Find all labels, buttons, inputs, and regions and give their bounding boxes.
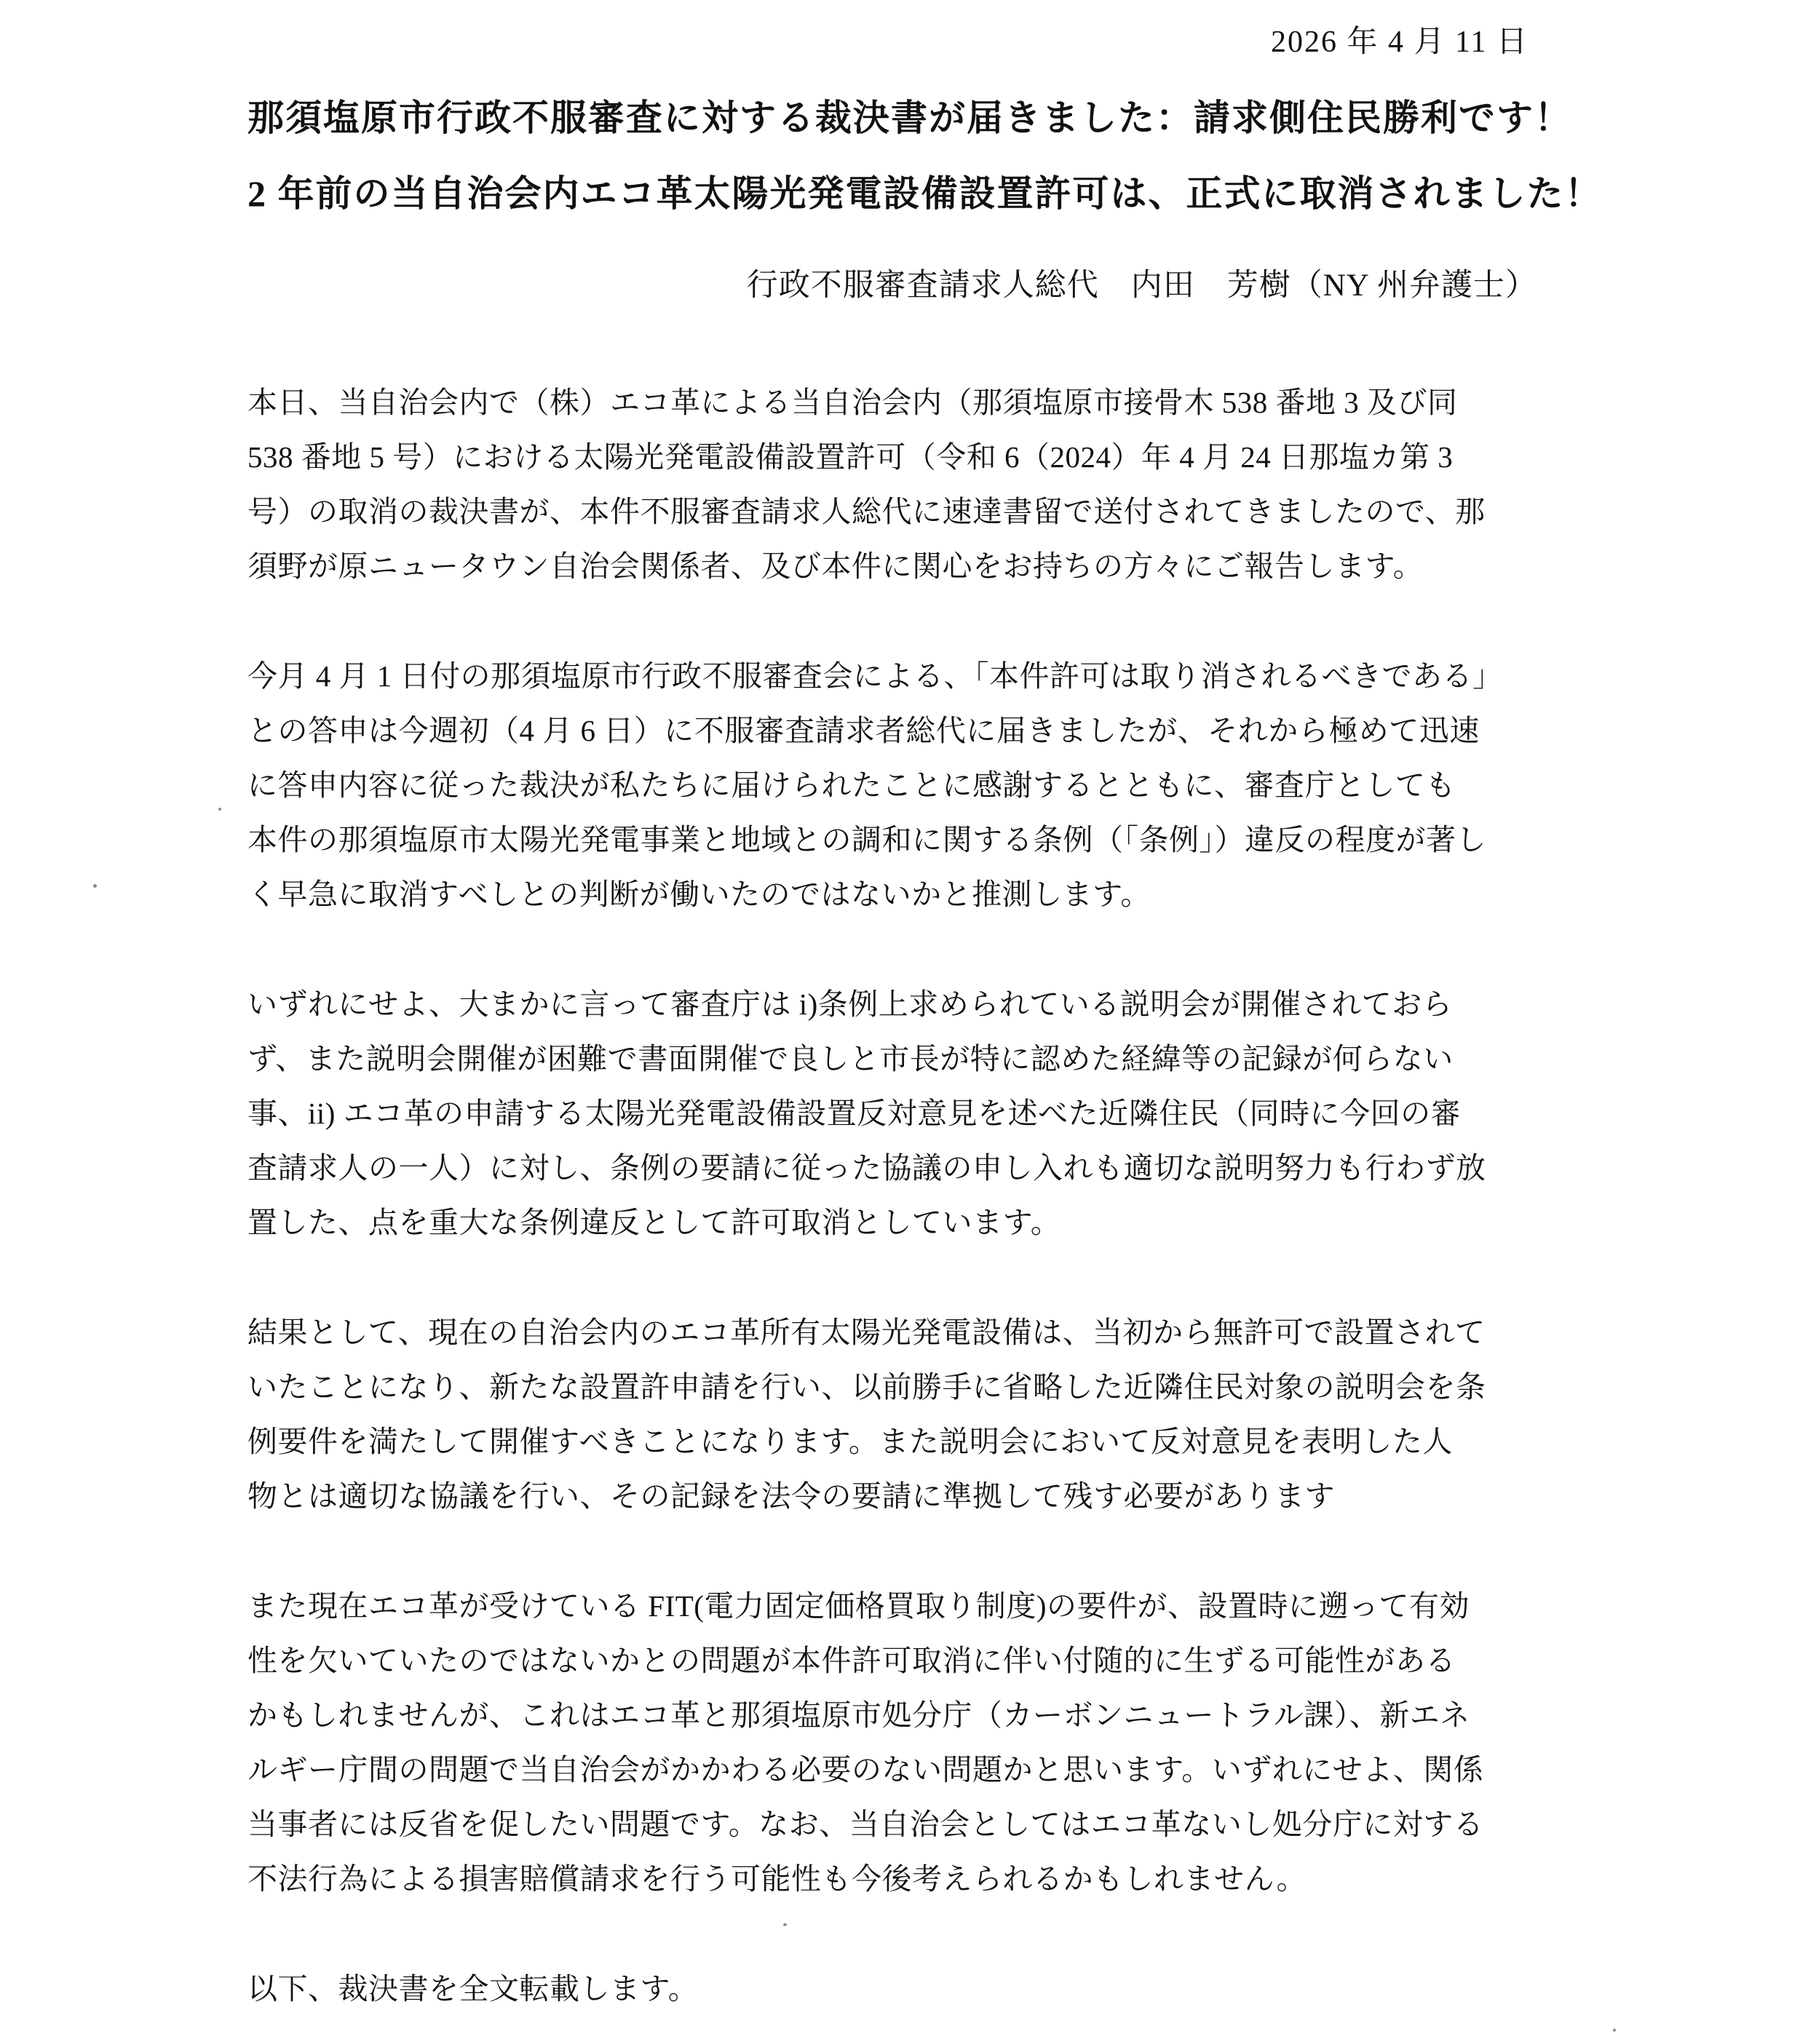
paragraph-line: 今月 4 月 1 日付の那須塩原市行政不服審査会による、「本件許可は取り消されるべきである」	[247, 659, 1503, 693]
paragraph-line: 査請求人の一人）に対し、条例の要請に従った協議の申し入れも適切な説明努力も行わず放	[247, 1151, 1486, 1185]
paragraph-line: 538 番地 5 号）における太陽光発電設備設置許可（令和 6（2024）年 4 月 24 日那塩カ第 3	[247, 440, 1454, 474]
paragraph	[247, 375, 1546, 594]
scan-speck	[218, 808, 221, 811]
body-paragraphs	[247, 375, 1546, 2016]
paragraph-line: 事、ii) エコ革の申請する太陽光発電設備設置反対意見を述べた近隣住民（同時に今回の審	[247, 1097, 1462, 1130]
paragraph-line: 置した、点を重大な条例違反として許可取消としています。	[247, 1206, 1061, 1239]
paragraph	[247, 977, 1546, 1250]
scan-speck	[783, 1923, 787, 1926]
paragraph-line: 号）の取消の裁決書が、本件不服審査請求人総代に速達書留で送付されてきましたので、那	[247, 495, 1486, 528]
paragraph-line: 本日、当自治会内で（株）エコ革による当自治会内（那須塩原市接骨木 538 番地 3 及び同	[247, 386, 1458, 419]
paragraph	[247, 1305, 1546, 1524]
paragraph-line: 不法行為による損害賠償請求を行う可能性も今後考えられるかもしれません。	[247, 1862, 1307, 1896]
document-author: 行政不服審査請求人総代 内田 芳樹（NY 州弁護士）	[746, 269, 1537, 303]
document-title-line-1: 那須塩原市行政不服審査に対する裁決書が届きました：請求側住民勝利です！	[247, 98, 1572, 138]
paragraph-line: との答申は今週初（4 月 6 日）に不服審査請求者総代に届きましたが、それから極めて迅速	[247, 714, 1480, 747]
paragraph-line: 以下、裁決書を全文転載します。	[247, 1972, 699, 2005]
document-title-line-2: 2 年前の当自治会内エコ革太陽光発電設備設置許可は、正式に取消されました！	[247, 173, 1603, 214]
paragraph	[247, 649, 1546, 922]
paragraph	[247, 1579, 1546, 1906]
paragraph-line: 性を欠いていたのではないかとの問題が本件許可取消に伴い付随的に生ずる可能性がある	[247, 1644, 1456, 1677]
document-title	[247, 80, 1603, 231]
paragraph-line: かもしれませんが、これはエコ革と那須塩原市処分庁（カーボンニュートラル課）、新エネ	[247, 1698, 1470, 1732]
scan-speck	[93, 884, 97, 888]
paragraph-line: いずれにせよ、大まかに言って審査庁は i)条例上求められている説明会が開催されておら	[247, 987, 1453, 1021]
paragraph-line: に答申内容に従った裁決が私たちに届けられたことに感謝するとともに、審査庁としても	[247, 768, 1456, 802]
paragraph-line: 例要件を満たして開催すべきことになります。また説明会において反対意見を表明した人	[247, 1425, 1453, 1458]
paragraph-line: 本件の那須塩原市太陽光発電事業と地域との調和に関する条例（「条例」）違反の程度が著し	[247, 823, 1486, 856]
paragraph-line: く早急に取消すべしとの判断が働いたのではないかと推測します。	[247, 878, 1151, 911]
document-date: 2026 年 4 月 11 日	[1271, 25, 1529, 59]
paragraph-line: また現在エコ革が受けている FIT(電力固定価格買取り制度)の要件が、設置時に遡って有効	[247, 1589, 1470, 1623]
paragraph-line: いたことになり、新たな設置許申請を行い、以前勝手に省略した近隣住民対象の説明会を条	[247, 1370, 1486, 1404]
paragraph-line: ず、また説明会開催が困難で書面開催で良しと市長が特に認めた経緯等の記録が何らない	[247, 1042, 1454, 1075]
paragraph-line: 物とは適切な協議を行い、その記録を法令の要請に準拠して残す必要があります	[247, 1479, 1335, 1513]
paragraph-line: ルギー庁間の問題で当自治会がかかわる必要のない問題かと思います。いずれにせよ、関係	[247, 1753, 1484, 1786]
scan-speck	[1613, 2029, 1616, 2032]
paragraph-line: 当事者には反省を促したい問題です。なお、当自治会としてはエコ革ないし処分庁に対する	[247, 1808, 1484, 1841]
paragraph	[247, 1962, 1546, 2016]
paragraph-line: 結果として、現在の自治会内のエコ革所有太陽光発電設備は、当初から無許可で設置されて	[247, 1316, 1486, 1349]
document-content	[247, 20, 1603, 2016]
paragraph-line: 須野が原ニュータウン自治会関係者、及び本件に関心をお持ちの方々にご報告します。	[247, 549, 1424, 583]
